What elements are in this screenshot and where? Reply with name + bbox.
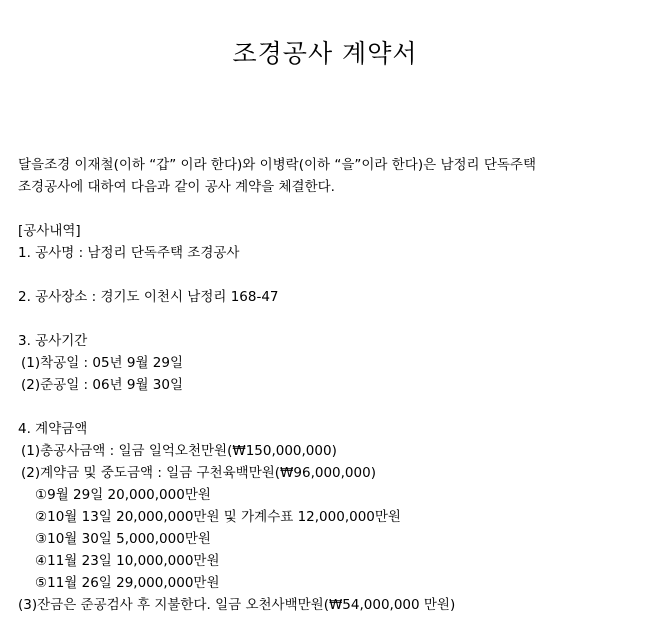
- item-contract-amount: 4. 계약금액: [18, 421, 88, 437]
- spacer: [18, 396, 638, 418]
- payment-line: ⑤11월 26일 29,000,000만원: [35, 575, 220, 591]
- item-project-name: 1. 공사명 : 남정리 단독주택 조경공사: [18, 245, 240, 261]
- intro-line-1: 달을조경 이재철(이하 “갑” 이라 한다)와 이병락(이하 “을”이라 한다)은 남정리 단독주택: [18, 157, 537, 173]
- document-title: 조경공사 계약서: [232, 39, 418, 68]
- period-start-date: (1)착공일 : 05년 9월 29일: [21, 355, 184, 371]
- section-header: [공사내역]: [18, 223, 81, 239]
- balance-payment: (3)잔금은 준공검사 후 지불한다. 일금 오천사백만원(₩54,000,000 만원): [18, 597, 456, 613]
- contract-deposit-amount: (2)계약금 및 중도금액 : 일금 구천육백만원(₩96,000,000): [21, 465, 376, 481]
- item-project-location: 2. 공사장소 : 경기도 이천시 남정리 168-47: [18, 289, 279, 305]
- spacer: [18, 308, 638, 330]
- payment-line: ②10월 13일 20,000,000만원 및 가계수표 12,000,000만원: [35, 509, 401, 525]
- item-project-period: 3. 공사기간: [18, 333, 88, 349]
- payment-line: ①9월 29일 20,000,000만원: [35, 487, 211, 503]
- intro-line-2: 조경공사에 대하여 다음과 같이 공사 계약을 체결한다.: [18, 179, 335, 195]
- spacer: [18, 198, 638, 220]
- payment-line: ④11월 23일 10,000,000만원: [35, 553, 220, 569]
- period-end-date: (2)준공일 : 06년 9월 30일: [21, 377, 184, 393]
- spacer: [18, 264, 638, 286]
- total-amount: (1)총공사금액 : 일금 일억오천만원(₩150,000,000): [21, 443, 337, 459]
- payment-line: ③10월 30일 5,000,000만원: [35, 531, 211, 547]
- document-body: [18, 154, 638, 616]
